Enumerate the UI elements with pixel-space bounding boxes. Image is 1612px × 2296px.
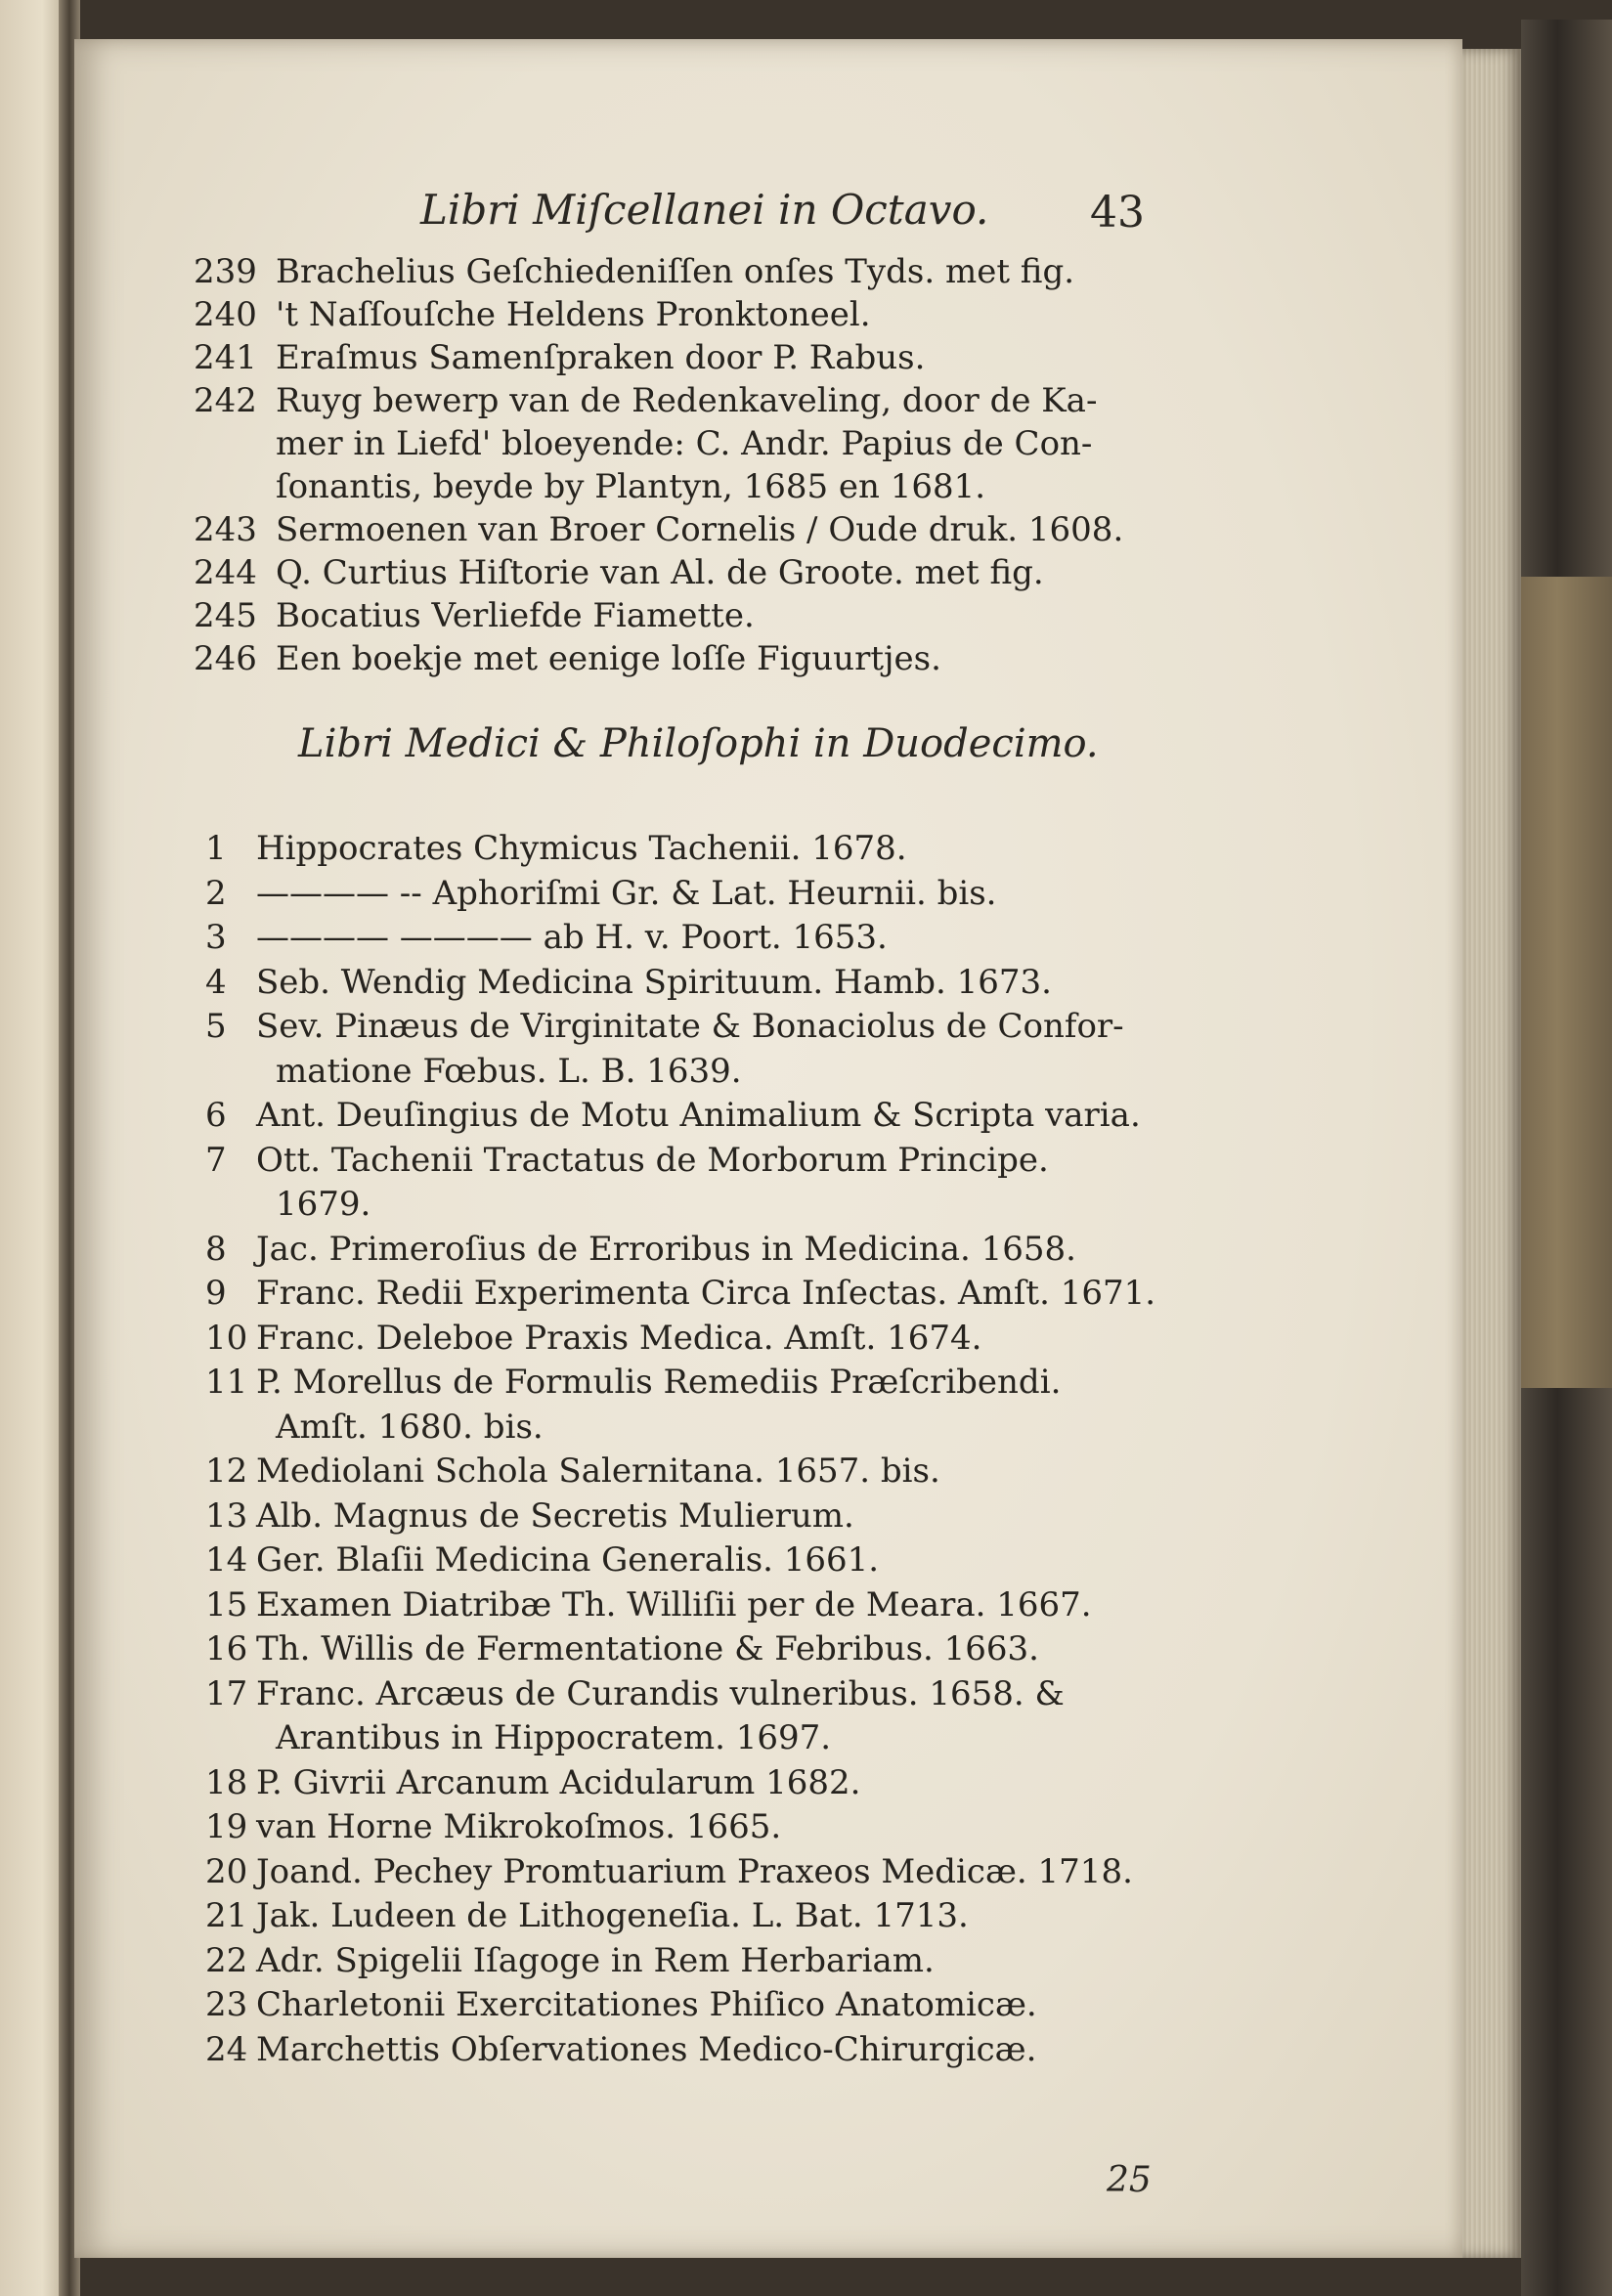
list-item xyxy=(205,874,1202,919)
entry-text: Bocatius Verliefde Fiamette. xyxy=(276,596,755,635)
entry-number: 244 xyxy=(194,553,257,592)
entry-text: Th. Willis de Fermentatione & Febribus. 1663. xyxy=(256,1629,1039,1668)
entry-number: 245 xyxy=(194,596,257,635)
entry-number: 3 xyxy=(205,918,227,957)
list-item xyxy=(205,1230,1202,1275)
list-item xyxy=(205,1807,1202,1852)
entry-text: P. Morellus de Formulis Remediis Præſcribendi. xyxy=(256,1363,1062,1402)
entry-number: 242 xyxy=(194,381,257,420)
entry-text: Jac. Primeroſius de Erroribus in Medicina. 1658. xyxy=(256,1229,1076,1269)
list-item xyxy=(194,252,1230,295)
list-item xyxy=(194,295,1230,338)
list-item xyxy=(205,1852,1202,1897)
entry-number: 1 xyxy=(205,829,227,868)
list-item xyxy=(205,1941,1202,1986)
list-item xyxy=(205,2030,1202,2075)
entry-text: Een boekje met eenige loſſe Figuurtjes. xyxy=(276,639,941,678)
entry-number: 18 xyxy=(205,1762,248,1802)
entry-text: Joand. Pechey Promtuarium Praxeos Medicæ. 1718. xyxy=(256,1851,1133,1891)
list-item xyxy=(205,1096,1202,1141)
list-item xyxy=(194,553,1230,596)
list-item xyxy=(205,918,1202,963)
list-item xyxy=(194,510,1230,553)
entry-text: Hippocrates Chymicus Tachenii. 1678. xyxy=(256,829,907,868)
list-item xyxy=(205,1629,1202,1674)
entry-text: Mediolani Schola Salernitana. 1657. bis. xyxy=(256,1451,940,1491)
entry-number: 24 xyxy=(205,2029,248,2069)
entry-text-continued: 1679. xyxy=(276,1185,371,1224)
list-item xyxy=(205,1363,1202,1451)
list-item xyxy=(205,1007,1202,1096)
page-number: 43 xyxy=(1090,188,1145,238)
entry-text-continued: ſonantis, beyde by Plantyn, 1685 en 1681. xyxy=(276,467,986,506)
entry-text: Eraſmus Samenſpraken door P. Rabus. xyxy=(276,338,926,377)
entry-text: Alb. Magnus de Secretis Mulierum. xyxy=(256,1495,854,1536)
entry-number: 6 xyxy=(205,1096,227,1135)
entry-text: Examen Diatribæ Th. Williſii per de Meara. 1667. xyxy=(256,1584,1092,1625)
entry-text: Ruyg bewerp van de Redenkaveling, door de Ka- xyxy=(276,381,1098,420)
entry-text: Sev. Pinæus de Virginitate & Bonaciolus de Confor- xyxy=(256,1007,1124,1046)
entry-text: Charletonii Exercitationes Phiſico Anatomicæ. xyxy=(256,1985,1037,2024)
list-item xyxy=(205,1674,1202,1763)
list-item xyxy=(205,829,1202,874)
entry-text-continued: Amſt. 1680. bis. xyxy=(276,1407,544,1447)
entry-text: Jak. Ludeen de Lithogeneſia. L. Bat. 1713. xyxy=(256,1896,969,1935)
catchword: 25 xyxy=(1107,2160,1152,2200)
entry-number: 16 xyxy=(205,1629,248,1668)
page-block-edges xyxy=(1462,49,1521,2258)
cover-board xyxy=(1521,577,1612,1388)
entry-number: 22 xyxy=(205,1940,248,1980)
list-item xyxy=(205,1585,1202,1630)
entry-text: ———— -- Aphoriſmi Gr. & Lat. Heurnii. bis. xyxy=(256,873,997,913)
entry-text: Seb. Wendig Medicina Spirituum. Hamb. 1673. xyxy=(256,962,1052,1002)
entry-text: Ger. Blaſii Medicina Generalis. 1661. xyxy=(256,1540,880,1580)
entry-text-continued: matione Fœbus. L. B. 1639. xyxy=(276,1051,742,1091)
entry-number: 13 xyxy=(205,1495,248,1536)
entry-text: Adr. Spigelii Iſagoge in Rem Herbariam. xyxy=(256,1940,935,1980)
entry-text: Sermoenen van Broer Cornelis / Oude druk. 1608. xyxy=(276,510,1124,549)
list-item xyxy=(194,596,1230,639)
entry-number: 10 xyxy=(205,1318,248,1358)
list-item xyxy=(205,1451,1202,1496)
entry-number: 21 xyxy=(205,1896,248,1935)
entry-number: 23 xyxy=(205,1985,248,2024)
list-item xyxy=(194,639,1230,682)
entry-text: Franc. Arcæus de Curandis vulneribus. 1658. & xyxy=(256,1673,1065,1713)
entry-number: 243 xyxy=(194,510,257,549)
entry-text: Q. Curtius Hiſtorie van Al. de Groote. met fig. xyxy=(276,553,1044,592)
list-item xyxy=(205,1274,1202,1319)
entry-number: 246 xyxy=(194,639,257,678)
entry-number: 239 xyxy=(194,252,257,291)
list-item xyxy=(194,338,1230,381)
list-item xyxy=(205,1540,1202,1585)
entry-text-continued: Arantibus in Hippocratem. 1697. xyxy=(276,1718,832,1757)
list-item xyxy=(194,381,1230,510)
entry-number: 19 xyxy=(205,1807,248,1846)
entry-text: van Horne Mikrokoſmos. 1665. xyxy=(256,1807,782,1846)
entry-number: 8 xyxy=(205,1229,227,1269)
entry-text: Brachelius Geſchiedeniſſen onſes Tyds. met fig. xyxy=(276,252,1075,291)
list-item xyxy=(205,1141,1202,1230)
entry-text: ———— ———— ab H. v. Poort. 1653. xyxy=(256,918,888,957)
entry-text: Ant. Deuſingius de Motu Animalium & Scripta varia. xyxy=(256,1096,1141,1135)
list-item xyxy=(205,1985,1202,2030)
entry-number: 15 xyxy=(205,1584,248,1625)
entry-number: 17 xyxy=(205,1673,248,1713)
entry-number: 9 xyxy=(205,1274,227,1313)
list-item xyxy=(205,1896,1202,1941)
entry-text: Ott. Tachenii Tractatus de Morborum Principe. xyxy=(256,1140,1049,1180)
entry-number: 7 xyxy=(205,1140,227,1180)
entry-number: 2 xyxy=(205,873,227,913)
entry-number: 4 xyxy=(205,962,227,1002)
entry-number: 241 xyxy=(194,338,257,377)
entry-number: 240 xyxy=(194,295,257,334)
entry-number: 14 xyxy=(205,1540,248,1580)
list-item xyxy=(205,1319,1202,1364)
entry-number: 20 xyxy=(205,1851,248,1891)
entry-text: Marchettis Obſervationes Medico-Chirurgicæ. xyxy=(256,2029,1037,2069)
entry-number: 5 xyxy=(205,1007,227,1046)
list-item xyxy=(205,1496,1202,1541)
entry-text: Franc. Deleboe Praxis Medica. Amſt. 1674. xyxy=(256,1318,982,1358)
list-item xyxy=(205,1763,1202,1808)
entry-number: 12 xyxy=(205,1451,248,1491)
list-item xyxy=(205,963,1202,1008)
entry-text-continued: mer in Liefd' bloeyende: C. Andr. Papius de Con- xyxy=(276,424,1093,463)
entry-text: Franc. Redii Experimenta Circa Inſectas. Amſt. 1671. xyxy=(256,1274,1156,1313)
section-heading: Libri Medici & Philoſophi in Duodecimo. xyxy=(298,721,1099,766)
running-head: Libri Miſcellanei in Octavo. xyxy=(420,186,989,234)
entry-text: P. Givrii Arcanum Acidularum 1682. xyxy=(256,1762,861,1802)
entry-text: 't Naſſouſche Heldens Pronktoneel. xyxy=(276,295,871,334)
entry-number: 11 xyxy=(205,1363,248,1402)
